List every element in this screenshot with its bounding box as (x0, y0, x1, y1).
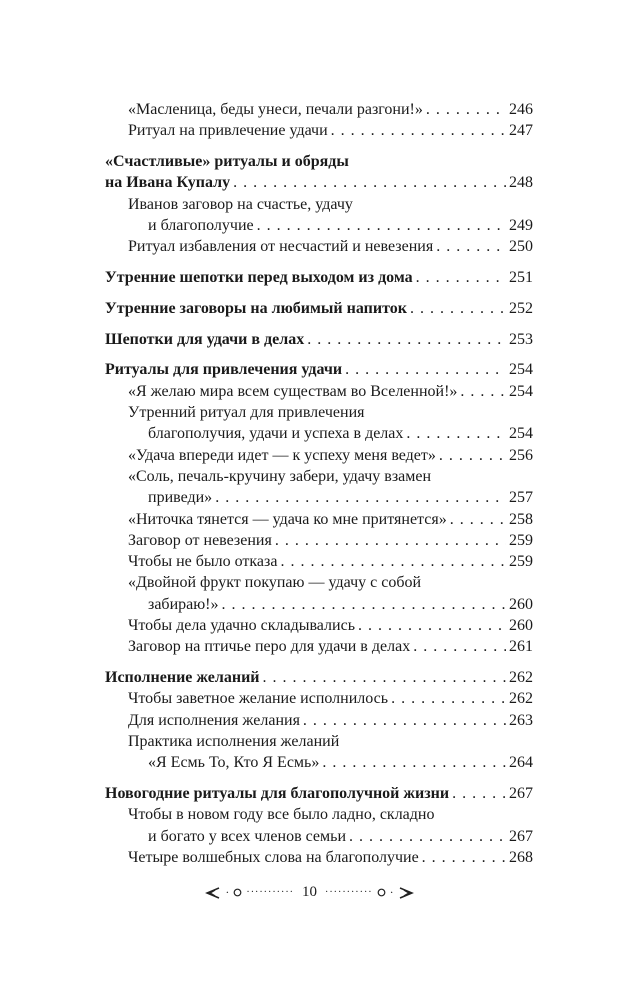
toc-section-entry[interactable] (105, 151, 533, 194)
toc-entry-line (105, 594, 533, 615)
dot-leader (422, 847, 506, 868)
dot-leader (275, 530, 506, 551)
toc-page-number: 247 (509, 122, 533, 140)
toc-entry-line (105, 530, 533, 551)
toc-entry-title: Чтобы в новом году все было ладно, складно (128, 806, 435, 824)
toc-entry-line (105, 667, 533, 688)
toc-entry-title: «Ниточка тянется — удача ко мне притянется» (128, 510, 447, 528)
toc-entry-line (105, 298, 533, 319)
toc-page-number: 262 (509, 690, 533, 708)
toc-page-number: 268 (509, 849, 533, 866)
dot-leader (322, 752, 506, 773)
toc-entry-line (105, 381, 533, 402)
toc-entry-line (105, 615, 533, 636)
toc-entry[interactable] (105, 688, 533, 709)
toc-entry-line (105, 572, 533, 593)
toc-entry[interactable] (105, 381, 533, 402)
toc-entry-title: Ритуалы для привлечения удачи (105, 361, 343, 379)
toc-entry-line (105, 636, 533, 657)
toc-page-number: 254 (509, 425, 533, 443)
toc-page-number: 258 (509, 510, 533, 528)
toc-entry-title: «Масленица, беды унеси, печали разгони!» (128, 101, 423, 118)
toc-entry-line (105, 423, 533, 444)
dot-leader (436, 236, 506, 257)
toc-entry-title: «Я желаю мира всем существам во Вселенной!» (128, 382, 458, 400)
toc-entry-line (105, 752, 533, 773)
toc-entry[interactable] (105, 120, 533, 141)
dot-leader (426, 99, 506, 120)
dot-leader (349, 826, 506, 847)
toc-entry-title: «Соль, печаль-кручину забери, удачу взамен (128, 467, 432, 485)
dot-leader (331, 120, 506, 141)
dot-leader (410, 298, 506, 319)
toc-entry[interactable] (105, 236, 533, 257)
toc-entry[interactable] (105, 445, 533, 466)
dot-leader (450, 509, 506, 530)
toc-page-number: 252 (509, 299, 533, 317)
dot-leader (391, 688, 506, 709)
toc-entry-title: «Удача впереди идет — к успеху меня ведет» (128, 446, 436, 464)
toc-entry-title: Практика исполнения желаний (128, 733, 340, 751)
toc-entry-title: Утренние заговоры на любимый напиток (105, 299, 407, 317)
toc-entry-line (105, 151, 533, 172)
toc-entry-line (105, 826, 533, 847)
toc-page-number: 248 (509, 174, 533, 192)
toc-entry-title: Заговор от невезения (128, 531, 272, 549)
toc-page-number: 264 (509, 754, 533, 772)
toc-section-entry[interactable] (105, 667, 533, 688)
toc-entry-title: Для исполнения желания (128, 711, 300, 729)
toc-page-number: 260 (509, 617, 533, 635)
toc-section-entry[interactable] (105, 267, 533, 288)
toc-entry-title: «Двойной фрукт покупаю — удачу с собой (128, 574, 422, 592)
dot-leader (280, 551, 506, 572)
toc-entry-title: и благополучие (148, 216, 254, 234)
toc-entry[interactable] (105, 731, 533, 774)
toc-entry-title: Утренние шепотки перед выходом из дома (105, 269, 413, 287)
toc-entry[interactable] (105, 710, 533, 731)
toc-entry-title: и богато у всех членов семьи (148, 827, 347, 845)
toc-entry[interactable] (105, 615, 533, 636)
toc-entry-line (105, 359, 533, 380)
toc-entry-line (105, 551, 533, 572)
toc-entry-title: Ритуал избавления от несчастий и невезения (128, 238, 434, 256)
toc-entry-title: приведи» (148, 489, 213, 507)
toc-entry[interactable] (105, 402, 533, 445)
dot-leader (416, 267, 506, 288)
toc-entry-line (105, 194, 533, 215)
toc-page-number: 254 (509, 382, 533, 400)
toc-page-number: 257 (509, 489, 533, 507)
toc-entry[interactable] (105, 551, 533, 572)
toc-page-number: 267 (509, 827, 533, 845)
toc-entry[interactable] (105, 99, 533, 120)
dot-leader (413, 636, 506, 657)
toc-entry-title: Новогодние ритуалы для благополучной жизни (105, 785, 450, 803)
toc-entry-line (105, 710, 533, 731)
right-ornament-icon: ··········· · (325, 885, 414, 900)
toc-entry[interactable] (105, 636, 533, 657)
toc-entry-line (105, 731, 533, 752)
table-of-contents (105, 99, 533, 868)
toc-entry-title: «Я Есмь То, Кто Я Есмь» (148, 754, 320, 772)
toc-page-number: 259 (509, 553, 533, 571)
dot-leader (263, 667, 506, 688)
toc-entry-title: Чтобы заветное желание исполнилось (128, 690, 389, 708)
toc-section-entry[interactable] (105, 298, 533, 319)
toc-entry-title: Ритуал на привлечение удачи (128, 122, 328, 140)
toc-page-number: 251 (509, 269, 533, 287)
toc-entry[interactable] (105, 509, 533, 530)
toc-page-number: 262 (509, 669, 533, 687)
toc-entry-line (105, 236, 533, 257)
toc-entry[interactable] (105, 804, 533, 847)
toc-entry-line (105, 172, 533, 193)
toc-entry-line (105, 847, 533, 868)
dot-leader (233, 172, 506, 193)
toc-entry-title: на Ивана Купалу (105, 174, 231, 192)
toc-section-entry[interactable] (105, 783, 533, 804)
dot-leader (460, 381, 506, 402)
toc-entry-line (105, 804, 533, 825)
dot-leader (345, 359, 506, 380)
toc-entry-title: Иванов заговор на счастье, удачу (128, 195, 353, 213)
toc-entry-line (105, 688, 533, 709)
toc-page-number: 254 (509, 361, 533, 379)
dot-leader (257, 215, 506, 236)
dot-leader (222, 594, 506, 615)
left-ornament-icon: · ··········· (205, 885, 294, 900)
toc-entry-line (105, 466, 533, 487)
dot-leader (358, 615, 506, 636)
toc-entry-line (105, 329, 533, 350)
toc-entry-title: Утренний ритуал для привлечения (128, 404, 365, 422)
toc-entry[interactable] (105, 572, 533, 615)
page-number: 10 (302, 884, 317, 900)
toc-page-number: 261 (509, 638, 533, 656)
toc-entry-line (105, 120, 533, 141)
dot-leader (307, 329, 506, 350)
toc-entry-line (105, 487, 533, 508)
toc-entry-line (105, 509, 533, 530)
toc-page-number: 259 (509, 531, 533, 549)
page-footer (0, 884, 619, 901)
toc-entry[interactable] (105, 847, 533, 868)
toc-entry-title: Чтобы дела удачно складывались (128, 617, 355, 635)
toc-entry-title: Четыре волшебных слова на благополучие (128, 849, 419, 866)
toc-entry-line (105, 783, 533, 804)
toc-page-number: 267 (509, 785, 533, 803)
toc-entry[interactable] (105, 530, 533, 551)
dot-leader (439, 445, 506, 466)
toc-page-number: 249 (509, 216, 533, 234)
toc-entry[interactable] (105, 466, 533, 509)
toc-entry-title: Чтобы не было отказа (128, 553, 278, 571)
toc-entry-title: Исполнение желаний (105, 669, 260, 687)
toc-entry-line (105, 402, 533, 423)
dot-leader (303, 710, 506, 731)
toc-entry-line (105, 445, 533, 466)
toc-page-number: 253 (509, 330, 533, 348)
toc-entry-title: благополучия, удачи и успеха в делах (148, 425, 404, 443)
toc-entry-title: «Счастливые» ритуалы и обряды (105, 153, 349, 171)
toc-entry-line (105, 267, 533, 288)
toc-page-number: 263 (509, 711, 533, 729)
toc-entry-line (105, 215, 533, 236)
toc-section-entry[interactable] (105, 329, 533, 350)
toc-entry-line (105, 99, 533, 120)
dot-leader (215, 487, 506, 508)
toc-page-number: 246 (509, 101, 533, 118)
toc-entry-title: Заговор на птичье перо для удачи в делах (128, 638, 411, 656)
dot-leader (406, 423, 506, 444)
toc-page-number: 250 (509, 238, 533, 256)
dot-leader (452, 783, 506, 804)
toc-page-number: 260 (509, 595, 533, 613)
toc-page-number: 256 (509, 446, 533, 464)
toc-section-entry[interactable] (105, 359, 533, 380)
toc-entry[interactable] (105, 194, 533, 237)
toc-entry-title: забираю!» (148, 595, 219, 613)
toc-entry-title: Шепотки для удачи в делах (105, 330, 305, 348)
